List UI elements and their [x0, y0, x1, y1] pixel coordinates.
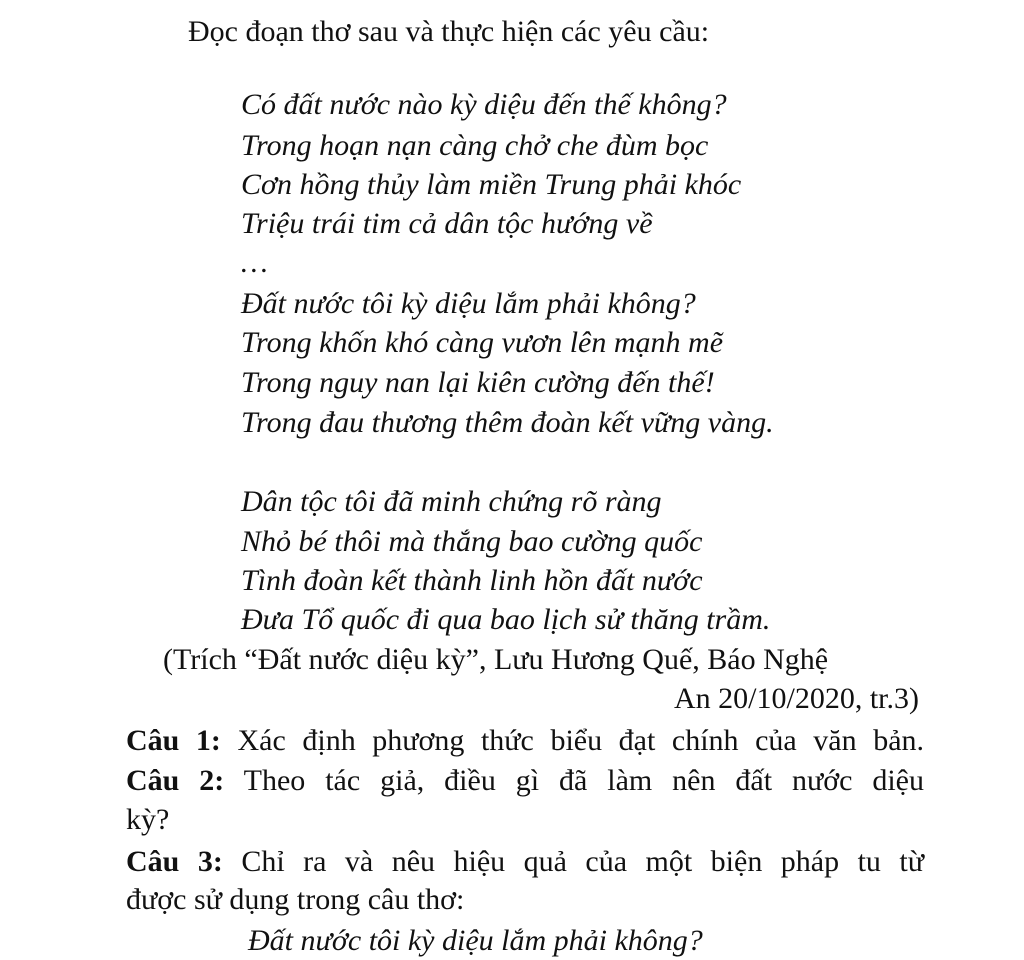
poem-line: Đưa Tổ quốc đi qua bao lịch sử thăng trầm. [241, 603, 771, 636]
poem-line: Có đất nước nào kỳ diệu đến thế không? [241, 88, 727, 121]
question-3 [126, 843, 924, 881]
question-text: Theo tác giả, điều gì đã làm nên đất nước diệu [243, 764, 924, 797]
quoted-poem-line: Đất nước tôi kỳ diệu lắm phải không? [248, 924, 703, 957]
question-1 [126, 722, 924, 760]
question-text: Xác định phương thức biểu đạt chính của văn bản. [237, 724, 925, 757]
poem-line: Trong khốn khó càng vươn lên mạnh mẽ [241, 326, 724, 359]
question-label: Câu 1: [126, 724, 221, 757]
question-label: Câu 2: [126, 764, 225, 797]
poem-line: Cơn hồng thủy làm miền Trung phải khóc [241, 168, 742, 201]
poem-line: Dân tộc tôi đã minh chứng rõ ràng [241, 485, 662, 518]
poem-line: Trong nguy nan lại kiên cường đến thế! [241, 366, 715, 399]
instruction-heading: Đọc đoạn thơ sau và thực hiện các yêu cầu: [188, 15, 710, 48]
poem-ellipsis: … [241, 246, 268, 279]
poem-line: Nhỏ bé thôi mà thắng bao cường quốc [241, 525, 703, 558]
question-2 [126, 762, 924, 800]
poem-line: Triệu trái tim cả dân tộc hướng về [241, 207, 653, 240]
source-citation-continued: An 20/10/2020, tr.3) [674, 682, 919, 715]
question-text: Chỉ ra và nêu hiệu quả của một biện pháp tu từ [241, 845, 925, 878]
source-citation: (Trích “Đất nước diệu kỳ”, Lưu Hương Quế, Báo Nghệ [163, 643, 829, 676]
question-2-continued: kỳ? [126, 803, 170, 836]
question-3-continued: được sử dụng trong câu thơ: [126, 883, 465, 916]
poem-line: Trong hoạn nạn càng chở che đùm bọc [241, 129, 709, 162]
question-label: Câu 3: [126, 845, 223, 878]
poem-line: Trong đau thương thêm đoàn kết vững vàng. [241, 406, 774, 439]
poem-line: Tình đoàn kết thành linh hồn đất nước [241, 564, 703, 597]
poem-line: Đất nước tôi kỳ diệu lắm phải không? [241, 287, 696, 320]
